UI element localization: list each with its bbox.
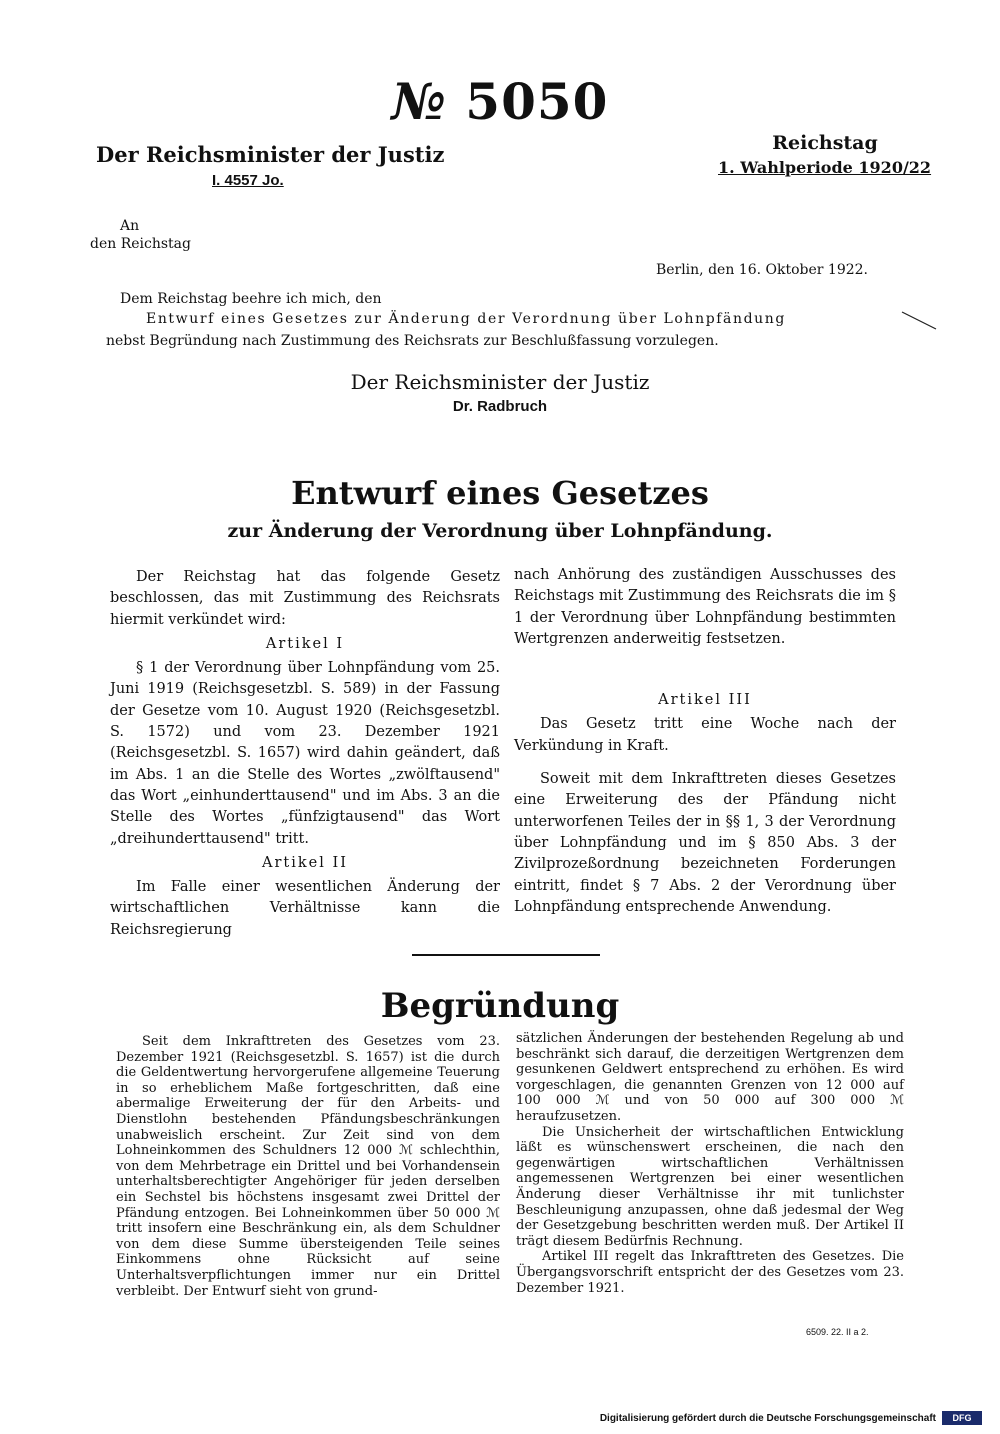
signer-title: Der Reichsminister der Justiz [350,370,650,394]
reichstag-period: 1. Wahlperiode 1920/22 [718,158,932,177]
reichstag-title: Reichstag [772,132,878,154]
cover-line-3: nebst Begründung nach Zustimmung des Reichsrats zur Beschlußfassung vorzulegen. [106,333,719,349]
article-2-heading: Artikel II [262,854,348,871]
letter-date: Berlin, den 16. Oktober 1922. [655,262,868,278]
begruendung-right-text-1: sätzlichen Änderungen der bestehenden Regelung ab und beschränkt sich darauf, die derzeitigen Wertgrenzen dem gesunkenen Geldwert entsprechend zu erhöhen. Es wird vorgeschlagen, die genannten Grenzen von 12 000 auf 100 000 ℳ und von 50 000 auf 300 000 ℳ heraufzusetzen. [516,1031,904,1124]
draft-subtitle: zur Änderung der Verordnung über Lohnpfändung. [227,520,773,542]
section-divider [412,954,600,956]
sender-title: Der Reichsminister der Justiz [96,142,445,167]
begruendung-title: Begründung [380,986,620,1026]
article-3-text-2: Soweit mit dem Inkrafttreten dieses Gesetzes eine Erweiterung des der Pfändung nicht unterworfenen Teiles der in §§ 1, 3 der Verordnung über Lohnpfändung und im § 850 Abs. 3 der Zivilprozeßordnung bezeichneten Forderungen eintritt, findet § 7 Abs. 2 der Verordnung über Lohnpfändung entsprechende Anwendung. [514,771,896,915]
digitization-credit: Digitalisierung gefördert durch die Deutsche Forschungsgemeinschaft [599,1413,936,1424]
cover-line-2: Entwurf eines Gesetzes zur Änderung der Verordnung über Lohnpfändung [146,311,786,327]
begruendung-right-text-3: Artikel III regelt das Inkrafttreten des Gesetzes. Die Übergangsvorschrift entspricht der des Gesetzes vom 23. Dezember 1921. [516,1249,904,1296]
begruendung-left-text: Seit dem Inkrafttreten des Gesetzes vom 23. Dezember 1921 (Reichsgesetzbl. S. 1657) ist die durch die Geldentwertung hervorgerufene allgemeine Teuerung in so erheblichem Maße fortgeschritten, daß eine abermalige Erweiterung der für den Arbeits- und Dienstlohn bestehenden Pfändungsbeschränkungen unabweislich erscheint. Zur Zeit sind von dem Lohneinkommen des Schuldners 12 000 ℳ schlechthin, von dem Mehrbetrage ein Drittel und bei Vorhandensein unterhaltsberechtigter Angehöriger für jeden derselben ein Sechstel bis höchstens insgesamt zwei Drittel der Pfändung entzogen. Bei Lohneinkommen über 50 000 ℳ tritt insofern eine Beschränkung ein, als dem Schuldner von dem diese Summe übersteigenden Teile seines Einkommens ohne Rücksicht auf seine Unterhaltsverpflichtungen immer nur ein Drittel verbleibt. Der Entwurf sieht von grund- [116,1034,500,1299]
begruendung-left-column [116,1034,500,1299]
reference-number: I. 4557 Jo. [212,172,284,189]
begruendung-right-column [516,1031,904,1296]
print-code: 6509. 22. II a 2. [806,1327,869,1337]
address-line-1: An [120,218,140,234]
article-3-text: Das Gesetz tritt eine Woche nach der Verkündung in Kraft. [514,716,896,754]
draft-right-column [514,565,896,918]
document-number [0,72,1000,131]
article-1-text: § 1 der Verordnung über Lohnpfändung vom 25. Juni 1919 (Reichsgesetzbl. S. 589) in der Fassung der Gesetze vom 10. August 1920 (Reichsgesetzbl. S. 1572) und vom 23. Dezember 1921 (Reichsgesetzbl. S. 1657) wird dahin geändert, daß im Abs. 1 an die Stelle des Wortes „zwölftausend" das Wort „einhunderttausend" und im Abs. 3 an die Stelle des Wortes „fünfzigtausend" das Wort „dreihunderttausend" tritt. [110,660,500,847]
begruendung-right-text-2: Die Unsicherheit der wirtschaftlichen Entwicklung läßt es wünschenswert erscheinen, die nach den gegenwärtigen wirtschaftlichen Verhältnissen angemessenen Wertgrenzen bei einer wesentlichen Änderung dieser Verhältnisse ihr mit tunlichster Beschleunigung anzupassen, ohne daß jedesmal der Weg der Gesetzgebung beschritten werden muß. Der Artikel II trägt diesem Bedürfnis Rechnung. [516,1124,904,1249]
cover-line-1: Dem Reichstag beehre ich mich, den [120,291,382,307]
document-number-prefix: № [391,72,447,131]
draft-left-column [110,567,500,941]
dfg-logo: DFG [942,1411,982,1425]
article-2-text-b: nach Anhörung des zuständigen Ausschusses des Reichstags mit Zustimmung des Reichsrats die im § 1 der Verordnung über Lohnpfändung bestimmten Wertgrenzen anderweitig festsetzen. [514,567,896,647]
article-1-heading: Artikel I [265,635,345,652]
draft-title: Entwurf eines Gesetzes [291,474,709,512]
signer-name: Dr. Radbruch [452,398,548,415]
pen-stroke-mark [900,310,940,332]
draft-intro: Der Reichstag hat das folgende Gesetz beschlossen, das mit Zustimmung des Reichsrats hiermit verkündet wird: [110,569,500,628]
address-line-2: den Reichstag [90,236,191,252]
article-2-text-a: Im Falle einer wesentlichen Änderung der wirtschaftlichen Verhältnisse kann die Reichsregierung [110,879,500,938]
article-3-heading: Artikel III [658,692,752,709]
document-number-value: 5050 [465,72,609,131]
